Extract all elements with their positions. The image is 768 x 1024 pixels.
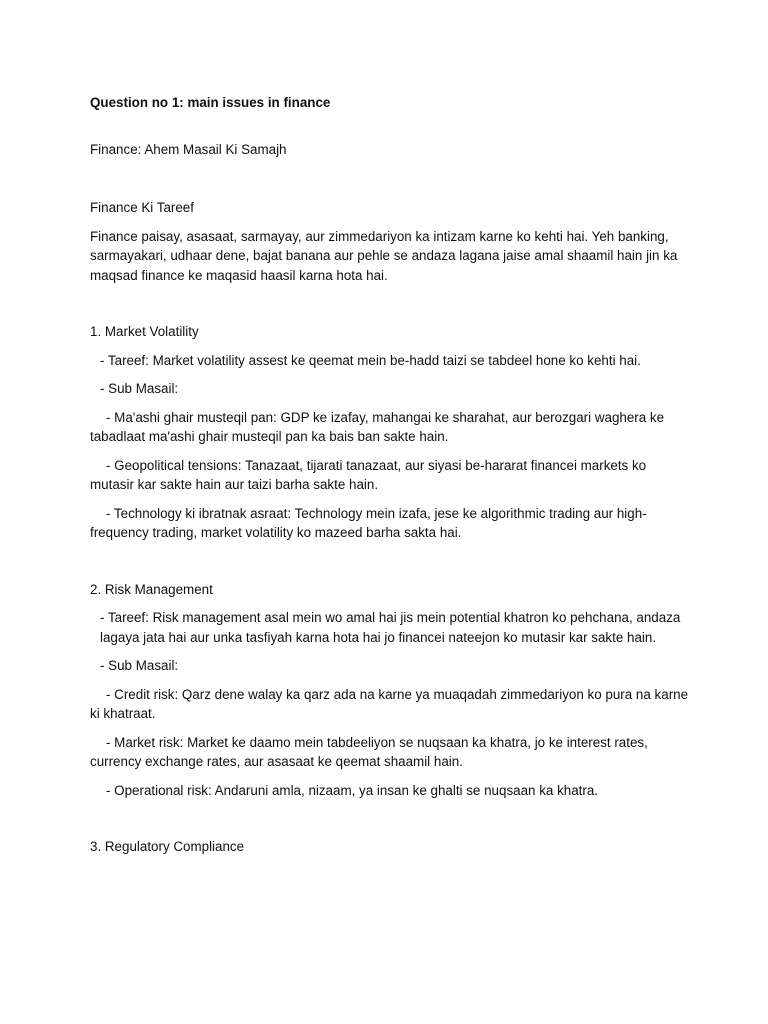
sub-masail-item: - Geopolitical tensions: Tanazaat, tijarati tanazaat, aur siyasi be-hararat financei markets ko mutasir kar sakte hain aur taizi barha sakte hain. — [90, 457, 647, 492]
section-heading-risk-management: 2. Risk Management — [90, 581, 213, 597]
document-content — [90, 93, 690, 866]
sub-masail-item: - Operational risk: Andaruni amla, nizaam, ya insan ke ghalti se nuqsaan ka khatra. — [106, 782, 599, 798]
section-tareef: - Tareef: Risk management asal mein wo amal hai jis mein potential khatron ko pehchana, andaza lagaya jata hai aur unka tasfiyah karna hota hai jo financei nateejon ko mutasir kar sakte hain. — [100, 610, 681, 645]
section-heading-market-volatility: 1. Market Volatility — [90, 324, 199, 339]
definition-heading: Finance Ki Tareef — [90, 200, 194, 215]
sub-masail-item: - Ma'ashi ghair musteqil pan: GDP ke izafay, mahangai ke sharahat, aur berozgari waghera ke tabadlaat ma'ashi ghair musteqil pan ka bais ban sakte hain. — [90, 409, 665, 444]
section-heading-regulatory-compliance: 3. Regulatory Compliance — [90, 839, 245, 854]
definition-body: Finance paisay, asasaat, sarmayay, aur zimmedariyon ka intizam karne ko kehti hai. Yeh banking, sarmayakari, udhaar dene, bajat banana aur pehle se andaza lagana jaise amal shaamil hain jin ka maqsad finance ke maqasid haasil karna hota hai. — [90, 228, 678, 283]
section-tareef: - Tareef: Market volatility assest ke qeemat mein be-hadd taizi se tabdeel hone ko kehti hai. — [100, 352, 641, 368]
sub-masail-item: - Technology ki ibratnak asraat: Technology mein izafa, jese ke algorithmic trading aur high-frequency trading, market volatility ko mazeed barha sakta hai. — [90, 505, 647, 540]
sub-masail-label: - Sub Masail: — [100, 381, 179, 396]
sub-masail-item: - Market risk: Market ke daamo mein tabdeeliyon se nuqsaan ka khatra, jo ke interest rates, currency exchange rates, aur asasaat ke qeemat shaamil hain. — [90, 734, 648, 769]
document-subtitle: Finance: Ahem Masail Ki Samajh — [90, 141, 287, 157]
sub-masail-label: - Sub Masail: — [100, 658, 179, 673]
document-title: Question no 1: main issues in finance — [90, 95, 331, 110]
sub-masail-item: - Credit risk: Qarz dene walay ka qarz ada na karne ya muaqadah zimmedariyon ko pura na karne ki khatraat. — [90, 686, 689, 721]
